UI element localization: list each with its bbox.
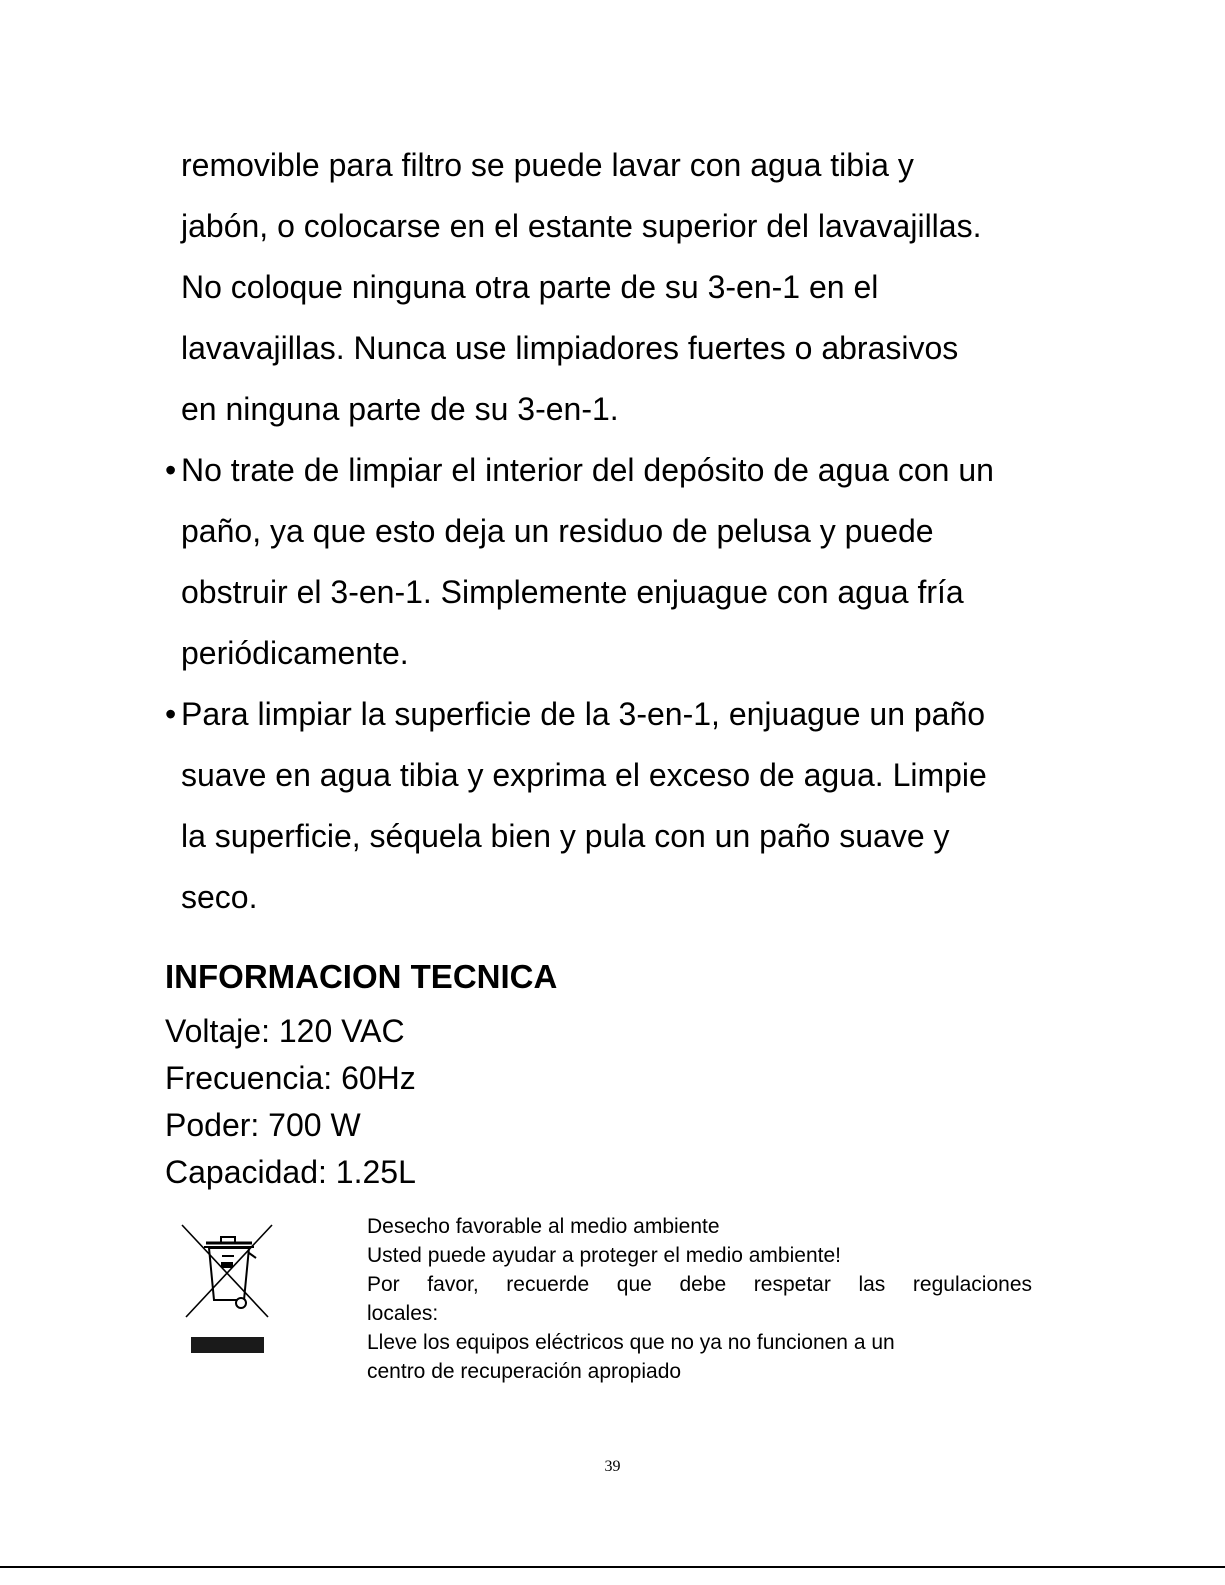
bullet-dot: •	[165, 696, 177, 732]
spec-frequency: Frecuencia: 60Hz	[165, 1060, 416, 1096]
bottom-rule	[0, 1566, 1225, 1568]
spec-capacity: Capacidad: 1.25L	[165, 1154, 416, 1190]
cleaning-instructions	[165, 135, 1065, 928]
continued-paragraph-line: No coloque ninguna otra parte de su 3-en-1 en el	[181, 269, 879, 305]
bullet-line: obstruir el 3-en-1. Simplemente enjuague con agua fría	[181, 574, 964, 610]
bullet-line: suave en agua tibia y exprima el exceso de agua. Limpie	[181, 757, 987, 793]
bullet-line: la superficie, séquela bien y pula con un paño suave y	[181, 818, 950, 854]
bullet-line: periódicamente.	[181, 635, 409, 671]
bullet-item-reservoir	[165, 440, 1065, 501]
bullet-line: paño, ya que esto deja un residuo de pelusa y puede	[181, 513, 934, 549]
continued-paragraph-line: removible para filtro se puede lavar con agua tibia y	[181, 147, 914, 183]
continued-paragraph-line: en ninguna parte de su 3-en-1.	[181, 391, 619, 427]
section-heading: INFORMACION TECNICA	[165, 958, 558, 995]
page-number: 39	[604, 1458, 621, 1475]
disposal-notice	[367, 1212, 1032, 1386]
crossed-out-wheelie-bin-icon	[178, 1220, 278, 1360]
bullet-text: No trate de limpiar el interior del depósito de agua con un	[181, 452, 994, 488]
disposal-line: centro de recuperación apropiado	[367, 1360, 682, 1383]
continued-paragraph-line: lavavajillas. Nunca use limpiadores fuertes o abrasivos	[181, 330, 959, 366]
spec-voltage: Voltaje: 120 VAC	[165, 1013, 405, 1049]
disposal-line: Desecho favorable al medio ambiente	[367, 1215, 720, 1238]
disposal-line: locales:	[367, 1302, 439, 1325]
disposal-line: Usted puede ayudar a proteger el medio ambiente!	[367, 1244, 841, 1267]
bullet-text: Para limpiar la superficie de la 3-en-1, enjuague un paño	[181, 696, 986, 732]
disposal-line: Lleve los equipos eléctricos que no ya no funcionen a un	[367, 1331, 895, 1354]
bullet-item-surface	[165, 684, 1065, 745]
continued-paragraph-line: jabón, o colocarse en el estante superior del lavavajillas.	[181, 208, 982, 244]
bullet-line: seco.	[181, 879, 258, 915]
disposal-line: Por favor, recuerde que debe respetar las regulaciones	[367, 1273, 1032, 1296]
spec-power: Poder: 700 W	[165, 1107, 361, 1143]
bullet-dot: •	[165, 452, 177, 488]
spec-list	[165, 1008, 416, 1196]
